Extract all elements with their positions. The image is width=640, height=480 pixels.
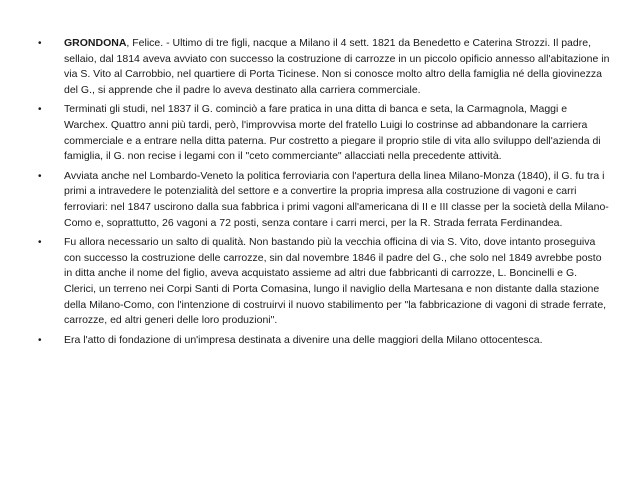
bullet-item: [38, 235, 610, 329]
bullet-text: Fu allora necessario un salto di qualità. Non bastando più la vecchia officina di via S. Vito, dove intanto proseguiva con successo la costruzione delle carrozze, sin dal novembre 1846 il padre del G., che solo nel 1849 avrebbe posto in ditta anche il nome del figlio, aveva acquistato assieme ad altri due fabbricanti di carrozze, L. Boncinelli e G. Clerici, un terreno nei Corpi Santi di Porta Comasina, lungo il naviglio della Martesana e non distante dalla stazione della Milano-Como, con l'intenzione di costruirvi il nuovo stabilimento per "la fabbricazione di vagoni di strade ferrate, carrozze, ed altri generi delle loro produzioni".: [64, 235, 607, 327]
bullet-text: , Felice. - Ultimo di tre figli, nacque a Milano il 4 sett. 1821 da Benedetto e Caterina Strozzi. Il padre, sellaio, dal 1814 aveva avviato con successo la costruzione di carrozze in un piccolo opificio annesso all'abitazione in via S. Vito al Carrobbio, nel quartiere di Porta Ticinese. Non si conosce molto altro della famiglia né della giovinezza del G., si apprende che il padre lo aveva destinato alla carriera commerciale.: [64, 37, 610, 97]
bullet-point-icon: •: [38, 104, 42, 116]
bullet-item: [38, 102, 610, 165]
bullet-point-icon: •: [38, 334, 42, 346]
bullet-text: Era l'atto di fondazione di un'impresa destinata a divenire una delle maggiori della Milano ottocentesca.: [64, 333, 543, 346]
bullet-point-icon: •: [38, 236, 42, 248]
bullet-point-icon: •: [38, 38, 42, 49]
bullet-item: [38, 333, 610, 349]
bullet-item: [38, 36, 610, 99]
bullet-lead: GRONDONA: [64, 37, 127, 49]
bullet-list: [38, 36, 610, 352]
bullet-point-icon: •: [38, 170, 42, 182]
bullet-item: [38, 169, 610, 232]
bullet-text: Avviata anche nel Lombardo-Veneto la politica ferroviaria con l'apertura della linea Milano-Monza (1840), il G. fu tra i primi a intravedere le potenzialità del settore e a convertire la propria impresa alla costruzione di vagoni e carri ferroviari: nel 1847 uscirono dalla sua fabbrica i primi vagoni all'americana di II e III classe per la società della Milano-Como e, soprattutto, 26 vagoni a 72 posti, senza contare i carri merci, per la R. Strada ferrata Ferdinandea.: [64, 169, 609, 229]
bullet-text: Terminati gli studi, nel 1837 il G. cominciò a fare pratica in una ditta di banca e seta, la Carmagnola, Maggi e Warchex. Quattro anni più tardi, però, l'improvvisa morte del fratello Luigi lo costrinse ad abbandonare la carriera commerciale e a entrare nella ditta paterna. Pur costretto a piegare il proprio stile di vita allo sviluppo dell'azienda di famiglia, il G. non recise i legami con il "ceto commerciante" allacciati nella precedente attività.: [64, 103, 601, 163]
